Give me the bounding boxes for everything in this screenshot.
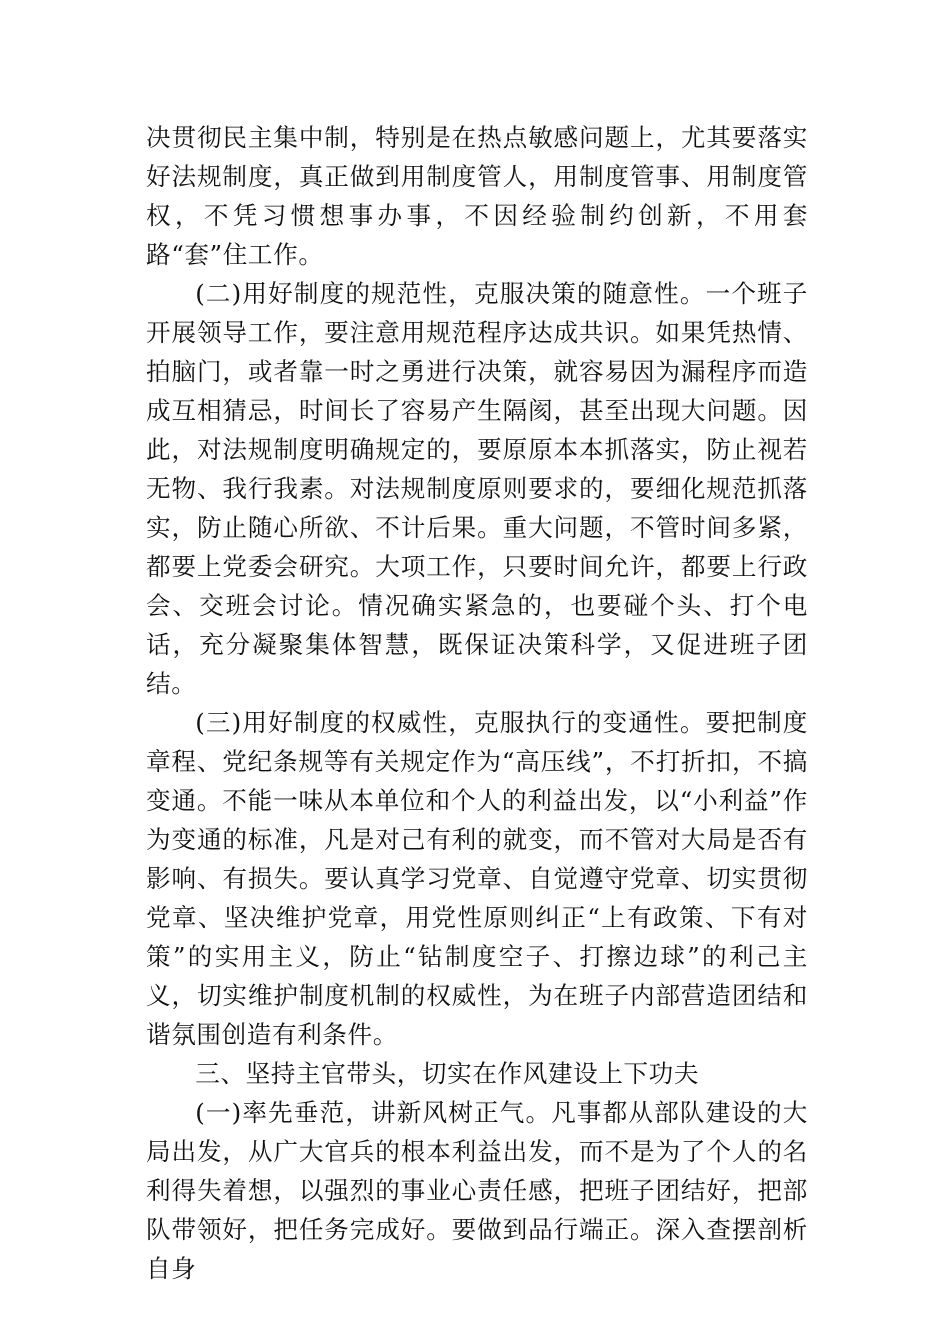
document-body (146, 118, 808, 1288)
paragraph-continuation: 决贯彻民主集中制，特别是在热点敏感问题上，尤其要落实好法规制度，真正做到用制度管人，用制度管事、用制度管权，不凭习惯想事办事，不因经验制约创新，不用套路“套”住工作。 (146, 123, 808, 269)
paragraph-section-3: (三)用好制度的权威性，克服执行的变通性。要把制度章程、党纪条规等有关规定作为“高压线”，不打折扣，不搞变通。不能一味从本单位和个人的利益出发，以“小利益”作为变通的标准，凡是对己有利的就变，而不管对大局是否有影响、有损失。要认真学习党章、自觉遵守党章、切实贯彻党章、坚决维护党章，用党性原则纠正“上有政策、下有对策”的实用主义，防止“钻制度空子、打擦边球”的利己主义，切实维护制度机制的权威性，为在班子内部营造团结和谐氛围创造有利条件。 (146, 708, 808, 1049)
paragraph-section-2: (二)用好制度的规范性，克服决策的随意性。一个班子开展领导工作，要注意用规范程序达成共识。如果凭热情、拍脑门，或者靠一时之勇进行决策，就容易因为漏程序而造成互相猜忌，时间长了容易产生隔阂，甚至出现大问题。因此，对法规制度明确规定的，要原原本本抓落实，防止视若无物、我行我素。对法规制度原则要求的，要细化规范抓落实，防止随心所欲、不计后果。重大问题，不管时间多紧，都要上党委会研究。大项工作，只要时间允许，都要上行政会、交班会讨论。情况确实紧急的，也要碰个头、打个电话，充分凝聚集体智慧，既保证决策科学，又促进班子团结。 (146, 279, 808, 698)
paragraph-section-1: (一)率先垂范，讲新风树正气。凡事都从部队建设的大局出发，从广大官兵的根本利益出发，而不是为了个人的名利得失着想，以强烈的事业心责任感，把班子团结好，把部队带领好，把任务完成好。要做到品行端正。深入查摆剖析自身 (146, 1098, 808, 1283)
section-heading: 三、坚持主官带头，切实在作风建设上下功夫 (195, 1059, 700, 1088)
